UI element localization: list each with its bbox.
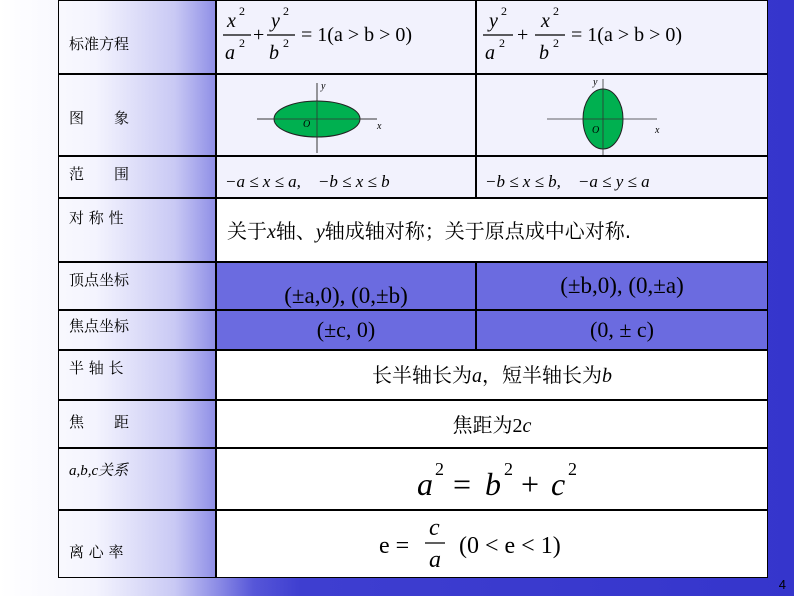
rel-b: b	[485, 466, 501, 502]
eccentricity-cell	[216, 510, 768, 578]
label-eccentricity: 离 心 率	[69, 543, 124, 561]
eq-left-t1-den-exp: 2	[239, 36, 245, 50]
eq-left-t2-num-exp: 2	[283, 4, 289, 18]
focal-distance-cell	[216, 400, 768, 448]
eq-left-t2-num: y	[271, 10, 280, 32]
symmetry-pre: 关于	[227, 219, 267, 243]
eq-left-t1-num-exp: 2	[239, 4, 245, 18]
semi-axis-a: a	[472, 365, 482, 387]
rel-c: c	[551, 466, 566, 502]
row-range-label	[58, 156, 216, 198]
equation-left-cell	[216, 0, 476, 74]
range-right: −b ≤ x ≤ b, −a ≤ y ≤ a	[485, 172, 650, 191]
page-number: 4	[778, 577, 786, 592]
focus-left-cell	[216, 310, 476, 350]
label-standard-equation: 标准方程	[69, 35, 130, 53]
row-semi-axis-label	[58, 350, 216, 400]
symmetry-y: y	[315, 221, 325, 243]
label-vertex: 顶点坐标	[69, 271, 130, 289]
eq-right-t2-num: x	[541, 10, 550, 32]
eq-left-plus: +	[253, 24, 265, 46]
focus-right: (0, ± c)	[590, 317, 654, 342]
eq-right-t2-den-exp: 2	[553, 36, 559, 50]
ecc-num: c	[429, 515, 440, 541]
eq-right-t1-num: y	[489, 10, 498, 32]
label-symmetry: 对 称 性	[69, 209, 124, 227]
label-range: 范 围	[69, 165, 130, 183]
focal-distance-pre: 焦距为	[452, 413, 513, 437]
eq-left-t2-den-exp: 2	[283, 36, 289, 50]
rel-c-exp: 2	[568, 459, 577, 479]
symmetry-post: 轴成轴对称；关于原点成中心对称.	[324, 219, 632, 243]
symmetry-x: x	[267, 221, 276, 243]
row-vertex-label	[58, 262, 216, 310]
ecc-den: a	[429, 547, 441, 573]
graph-right-origin: O	[592, 125, 600, 136]
eq-right-t1-den: a	[485, 42, 495, 64]
eq-left-t1-num: x	[227, 10, 236, 32]
eccentricity-formula	[217, 511, 769, 579]
row-standard-equation-label	[58, 0, 216, 74]
focus-right-cell	[476, 310, 768, 350]
label-semi-axis: 半 轴 长	[69, 359, 124, 377]
symmetry-text	[227, 215, 631, 244]
rel-b-exp: 2	[504, 459, 513, 479]
equation-right-cell	[476, 0, 768, 74]
graph-left-y-label: y	[321, 81, 326, 92]
row-graph-label	[58, 74, 216, 156]
symmetry-cell	[216, 198, 768, 262]
semi-axis-b: b	[602, 365, 612, 387]
ecc-prefix: e =	[379, 533, 410, 559]
focus-left: (±c, 0)	[316, 317, 376, 342]
graph-left-cell	[216, 74, 476, 156]
label-graph: 图 象	[69, 109, 130, 127]
row-focus-label	[58, 310, 216, 350]
graph-vertical-ellipse	[477, 75, 769, 157]
row-focal-distance-label	[58, 400, 216, 448]
eq-right-t2-den: b	[539, 42, 549, 64]
symmetry-mid: 轴、	[275, 219, 316, 243]
vertex-left: (±a,0), (0,±b)	[284, 283, 408, 308]
abc-relation-formula	[217, 449, 769, 511]
focal-distance-text	[217, 409, 767, 438]
label-focus: 焦点坐标	[69, 317, 130, 335]
semi-axis-text	[217, 359, 767, 388]
focal-distance-2: 2	[512, 415, 523, 437]
eq-right-t2-num-exp: 2	[553, 4, 559, 18]
range-right-cell	[476, 156, 768, 198]
vertex-right-cell	[476, 262, 768, 310]
rel-a: a	[417, 466, 433, 502]
eq-right-t1-num-exp: 2	[501, 4, 507, 18]
equation-right	[477, 1, 769, 75]
graph-left-x-label: x	[377, 121, 382, 132]
graph-right-cell	[476, 74, 768, 156]
graph-horizontal-ellipse	[217, 75, 477, 157]
range-left-cell	[216, 156, 476, 198]
label-abc-relation: a,b,c关系	[69, 463, 129, 479]
equation-left	[217, 1, 477, 75]
eq-left-t2-den: b	[269, 42, 279, 64]
eq-right-plus: +	[517, 24, 529, 46]
semi-axis-cell	[216, 350, 768, 400]
graph-left-origin: O	[303, 119, 311, 130]
ecc-suffix: (0 < e < 1)	[459, 533, 561, 559]
rel-eq: =	[453, 466, 472, 502]
semi-axis-pre: 长半轴长为	[372, 363, 472, 387]
rel-a-exp: 2	[435, 459, 444, 479]
semi-axis-mid: ，短半轴长为	[482, 363, 602, 387]
graph-right-x-label: x	[655, 125, 660, 136]
row-abc-relation-label	[58, 448, 216, 510]
label-focal-distance: 焦 距	[69, 413, 130, 431]
vertex-left-cell	[216, 262, 476, 310]
eq-right-t1-den-exp: 2	[499, 36, 505, 50]
eq-left-rhs: = 1(a > b > 0)	[301, 24, 413, 46]
vertex-right: (±b,0), (0,±a)	[560, 273, 684, 298]
abc-relation-cell	[216, 448, 768, 510]
rel-plus: +	[521, 466, 540, 502]
row-eccentricity-label	[58, 510, 216, 578]
focal-distance-c: c	[522, 415, 532, 437]
eq-left-t1-den: a	[225, 42, 235, 64]
eq-right-rhs: = 1(a > b > 0)	[571, 24, 683, 46]
row-symmetry-label	[58, 198, 216, 262]
range-left: −a ≤ x ≤ a, −b ≤ x ≤ b	[225, 172, 390, 191]
graph-right-y-label: y	[593, 77, 598, 88]
